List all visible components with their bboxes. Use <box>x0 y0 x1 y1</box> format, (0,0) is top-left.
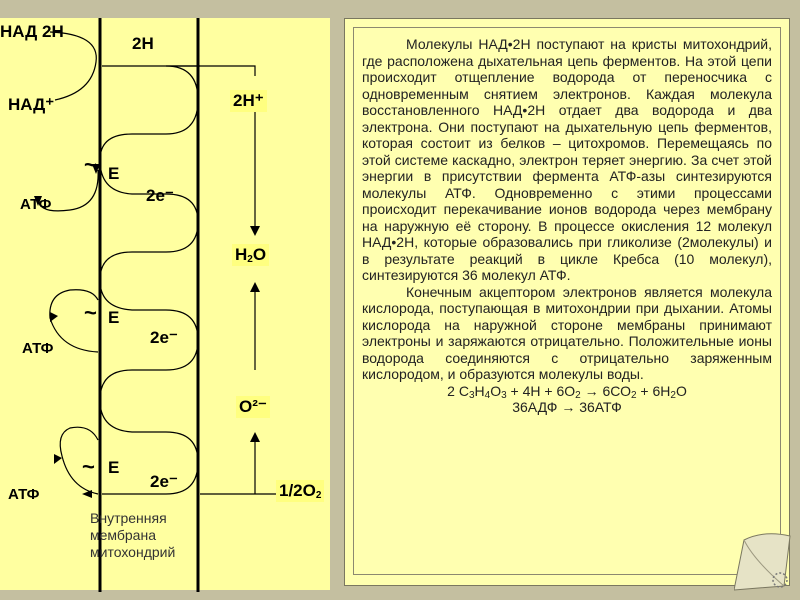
electrons-label-3: 2e⁻ <box>150 472 178 491</box>
tilde-3: ~ <box>82 454 95 479</box>
atf-label-2: АТФ <box>22 340 54 357</box>
electrons-label-2: 2e⁻ <box>150 328 178 347</box>
equation-atp: 36АДФ → 36АТФ <box>512 399 622 415</box>
page-curl-icon <box>734 530 794 592</box>
enzyme-e-3: Е <box>108 458 120 477</box>
paragraph-1: Молекулы НАД•2Н поступают на кристы митохондрий, где расположена дыхательная цепь ферментов. На этой цепи происходит отщепление водорода от переносчика с одновременным снятием электронов. Каждая молекула восстановленного НАД•2Н отдает два водорода и два электрона. Они поступают на дыхательную цепь ферментов, которая состоит из белков – цитохромов. Перемещаясь по этой системе каскадно, электрон теряет энергию. За счет этой энергии в присутствии фермента АТФ-азы синтезируются молекулы АТФ. Одновременно с этими процессами происходит перекачивание ионов водорода через мембрану на наружную её сторону. В процессе окисления 12 молекул НАД•2Н, которые образовались при гликолизе (2молекулы) и в результате реакций в цикле Кребса (10 молекул), синтезируются 36 молекул АТФ. <box>362 36 772 283</box>
enzyme-e-2: Е <box>108 308 120 327</box>
equation-glucose: 2 $С_3Н_4О_3 + 4Н + 6О_2 \to 6СО_2 + 6Н_2О$ <box>447 382 687 401</box>
paragraph-2: Конечным акцептором электронов является молекула кислорода, поступающая в митохондрии при дыхании. Атомы кислорода на наружной стороне мембраны принимают электроны и заряжаются отрицательно. Положительные ионы водорода соединяются с отрицательно заряженным кислородом, и образуются молекулы воды. <box>362 283 772 382</box>
electron-serpentine <box>100 66 200 494</box>
nad-arc <box>50 32 96 100</box>
enzyme-e-1: Е <box>108 164 120 183</box>
tilde-2: ~ <box>84 300 97 325</box>
membrane-caption: Внутренняя мембрана митохондрий <box>90 510 176 560</box>
tilde-1: ~ <box>84 152 97 177</box>
hydrogen-ions-label: 2Н⁺ <box>230 90 267 112</box>
text-card <box>344 18 790 586</box>
water-label: $Н_2О$ <box>232 244 269 266</box>
atf-label-1: АТФ <box>20 196 52 213</box>
atf-label-3: АТФ <box>8 486 40 503</box>
electrons-label-1: 2e⁻ <box>146 186 174 205</box>
hydrogen-2h-label: 2Н <box>132 34 154 53</box>
nad-plus-label: НАД⁺ <box>8 95 55 114</box>
oxygen-ion-label: О²⁻ <box>236 396 270 418</box>
half-oxygen-label: $1/2О_2$ <box>276 480 324 502</box>
text-body <box>353 27 781 575</box>
nad2h-label: НАД 2Н <box>0 22 64 41</box>
